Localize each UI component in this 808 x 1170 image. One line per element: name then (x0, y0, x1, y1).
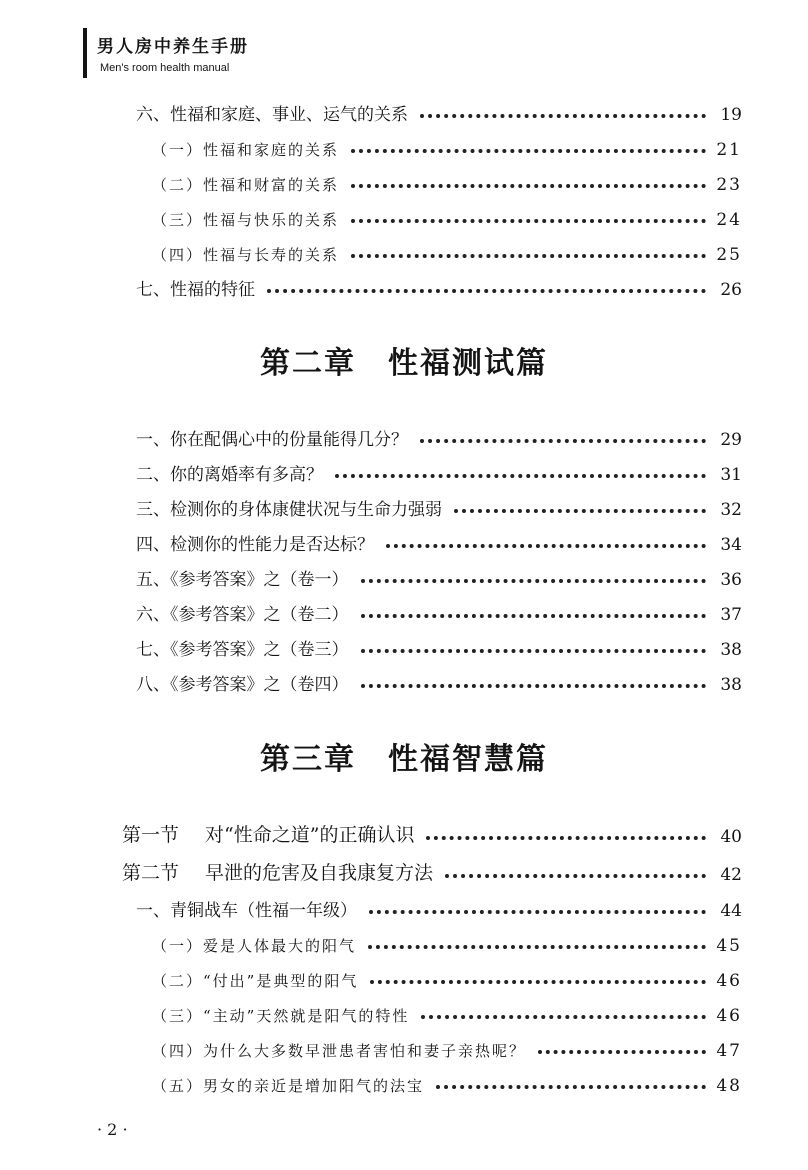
leader-dots (351, 184, 706, 188)
toc-entry-title: 一、你在配偶心中的份量能得几分？ (136, 430, 408, 450)
toc-entry-title: 二、你的离婚率有多高？ (136, 465, 323, 485)
toc-entry-title: （五）男女的亲近是增加阳气的法宝 (152, 1077, 425, 1095)
toc-entry-title: 七、性福的特征 (136, 280, 255, 300)
toc-entry-page: 46 (716, 1006, 742, 1026)
toc-entry[interactable] (136, 597, 742, 625)
running-head-title: 男人房中养生手册 (97, 37, 249, 57)
toc-entry-title: 七、《参考答案》之（卷三） (136, 640, 349, 660)
running-head-subtitle: Men's room health manual (100, 62, 230, 74)
toc-entry-title: 一、青铜战车（性福一年级） (136, 901, 357, 921)
leader-dots (420, 114, 706, 118)
toc-entry-title: （一）性福和家庭的关系 (152, 141, 340, 159)
toc-entry-page: 44 (720, 901, 742, 921)
toc-entry-title: 三、检测你的身体康健状况与生命力强弱 (136, 500, 442, 520)
toc-entry[interactable] (152, 1068, 742, 1096)
toc-entry-page: 47 (716, 1041, 742, 1061)
toc-entry-title: （二）性福和财富的关系 (152, 176, 340, 194)
toc-entry-page: 21 (716, 140, 742, 160)
toc-entry-page: 29 (720, 430, 742, 450)
leader-dots (351, 219, 706, 223)
toc-entry[interactable] (152, 998, 742, 1026)
toc-entry-page: 38 (720, 675, 742, 695)
toc-entry[interactable] (152, 963, 742, 991)
toc-entry-page: 34 (720, 535, 742, 555)
toc-entry-page: 37 (720, 605, 742, 625)
section-label: 第二节 (122, 862, 180, 884)
toc-entry-title: （三）“主动”天然就是阳气的特性 (152, 1007, 410, 1025)
toc-entry[interactable] (136, 272, 742, 300)
toc-entry[interactable] (152, 928, 742, 956)
toc-entry-page: 38 (720, 640, 742, 660)
toc-entry-page: 24 (716, 210, 742, 230)
leader-dots (370, 980, 706, 984)
toc-entry-page: 25 (716, 245, 742, 265)
section-label: 第一节 (122, 824, 180, 846)
toc-entry[interactable] (152, 1033, 742, 1061)
leader-dots (361, 579, 707, 583)
toc-entry[interactable] (152, 167, 742, 195)
toc-entry-page: 19 (720, 105, 742, 125)
toc-entry[interactable] (152, 202, 742, 230)
toc-entry-title: 四、检测你的性能力是否达标？ (136, 535, 374, 555)
page-number: · 2 · (97, 1120, 128, 1139)
toc-entry-title: （四）性福与长寿的关系 (152, 246, 340, 264)
toc-entry-title: 早泄的危害及自我康复方法 (205, 862, 434, 884)
toc-entry[interactable] (136, 492, 742, 520)
leader-dots (445, 874, 706, 878)
toc-entry-title: （三）性福与快乐的关系 (152, 211, 340, 229)
toc-entry-title: 对“性命之道”的正确认识 (205, 824, 415, 846)
toc-entry[interactable] (136, 422, 742, 450)
leader-dots (361, 614, 707, 618)
toc-entry[interactable] (136, 97, 742, 125)
toc-entry[interactable] (136, 667, 742, 695)
toc-entry[interactable] (136, 457, 742, 485)
leader-dots (351, 149, 706, 153)
toc-entry-page: 36 (720, 570, 742, 590)
leader-dots (386, 544, 706, 548)
toc-entry[interactable] (136, 562, 742, 590)
toc-entry-title: 六、性福和家庭、事业、运气的关系 (136, 105, 408, 125)
toc-entry-title: 五、《参考答案》之（卷一） (136, 570, 349, 590)
toc-entry-title: （一）爱是人体最大的阳气 (152, 937, 357, 955)
leader-dots (426, 836, 706, 840)
leader-dots (436, 1085, 706, 1089)
leader-dots (351, 254, 706, 258)
toc-entry-page: 48 (716, 1076, 742, 1096)
toc-section-entry[interactable] (122, 819, 742, 847)
toc-entry-page: 26 (720, 280, 742, 300)
leader-dots (454, 509, 706, 513)
toc-entry[interactable] (152, 237, 742, 265)
toc-entry-page: 23 (716, 175, 742, 195)
leader-dots (267, 289, 706, 293)
chapter-heading: 第二章 性福测试篇 (260, 346, 548, 381)
leader-dots (538, 1050, 706, 1054)
leader-dots (361, 649, 707, 653)
toc-entry-page: 32 (720, 500, 742, 520)
toc-entry-title: （四）为什么大多数早泄患者害怕和妻子亲热呢？ (152, 1042, 527, 1060)
leader-dots (420, 439, 706, 443)
toc-section-entry[interactable] (122, 857, 742, 885)
leader-dots (335, 474, 706, 478)
toc-entry-page: 46 (716, 971, 742, 991)
leader-dots (368, 945, 706, 949)
toc-entry-page: 42 (720, 865, 742, 885)
toc-entry-title: 六、《参考答案》之（卷二） (136, 605, 349, 625)
chapter-heading: 第三章 性福智慧篇 (260, 742, 548, 777)
toc-entry[interactable] (136, 632, 742, 660)
toc-entry-title: （二）“付出”是典型的阳气 (152, 972, 359, 990)
leader-dots (421, 1015, 706, 1019)
toc-entry-page: 45 (716, 936, 742, 956)
toc-entry[interactable] (136, 893, 742, 921)
toc-entry[interactable] (152, 132, 742, 160)
leader-dots (361, 684, 707, 688)
toc-entry-page: 31 (720, 465, 742, 485)
toc-entry-title: 八、《参考答案》之（卷四） (136, 675, 349, 695)
toc-entry[interactable] (136, 527, 742, 555)
toc-entry-page: 40 (720, 827, 742, 847)
leader-dots (369, 910, 706, 914)
